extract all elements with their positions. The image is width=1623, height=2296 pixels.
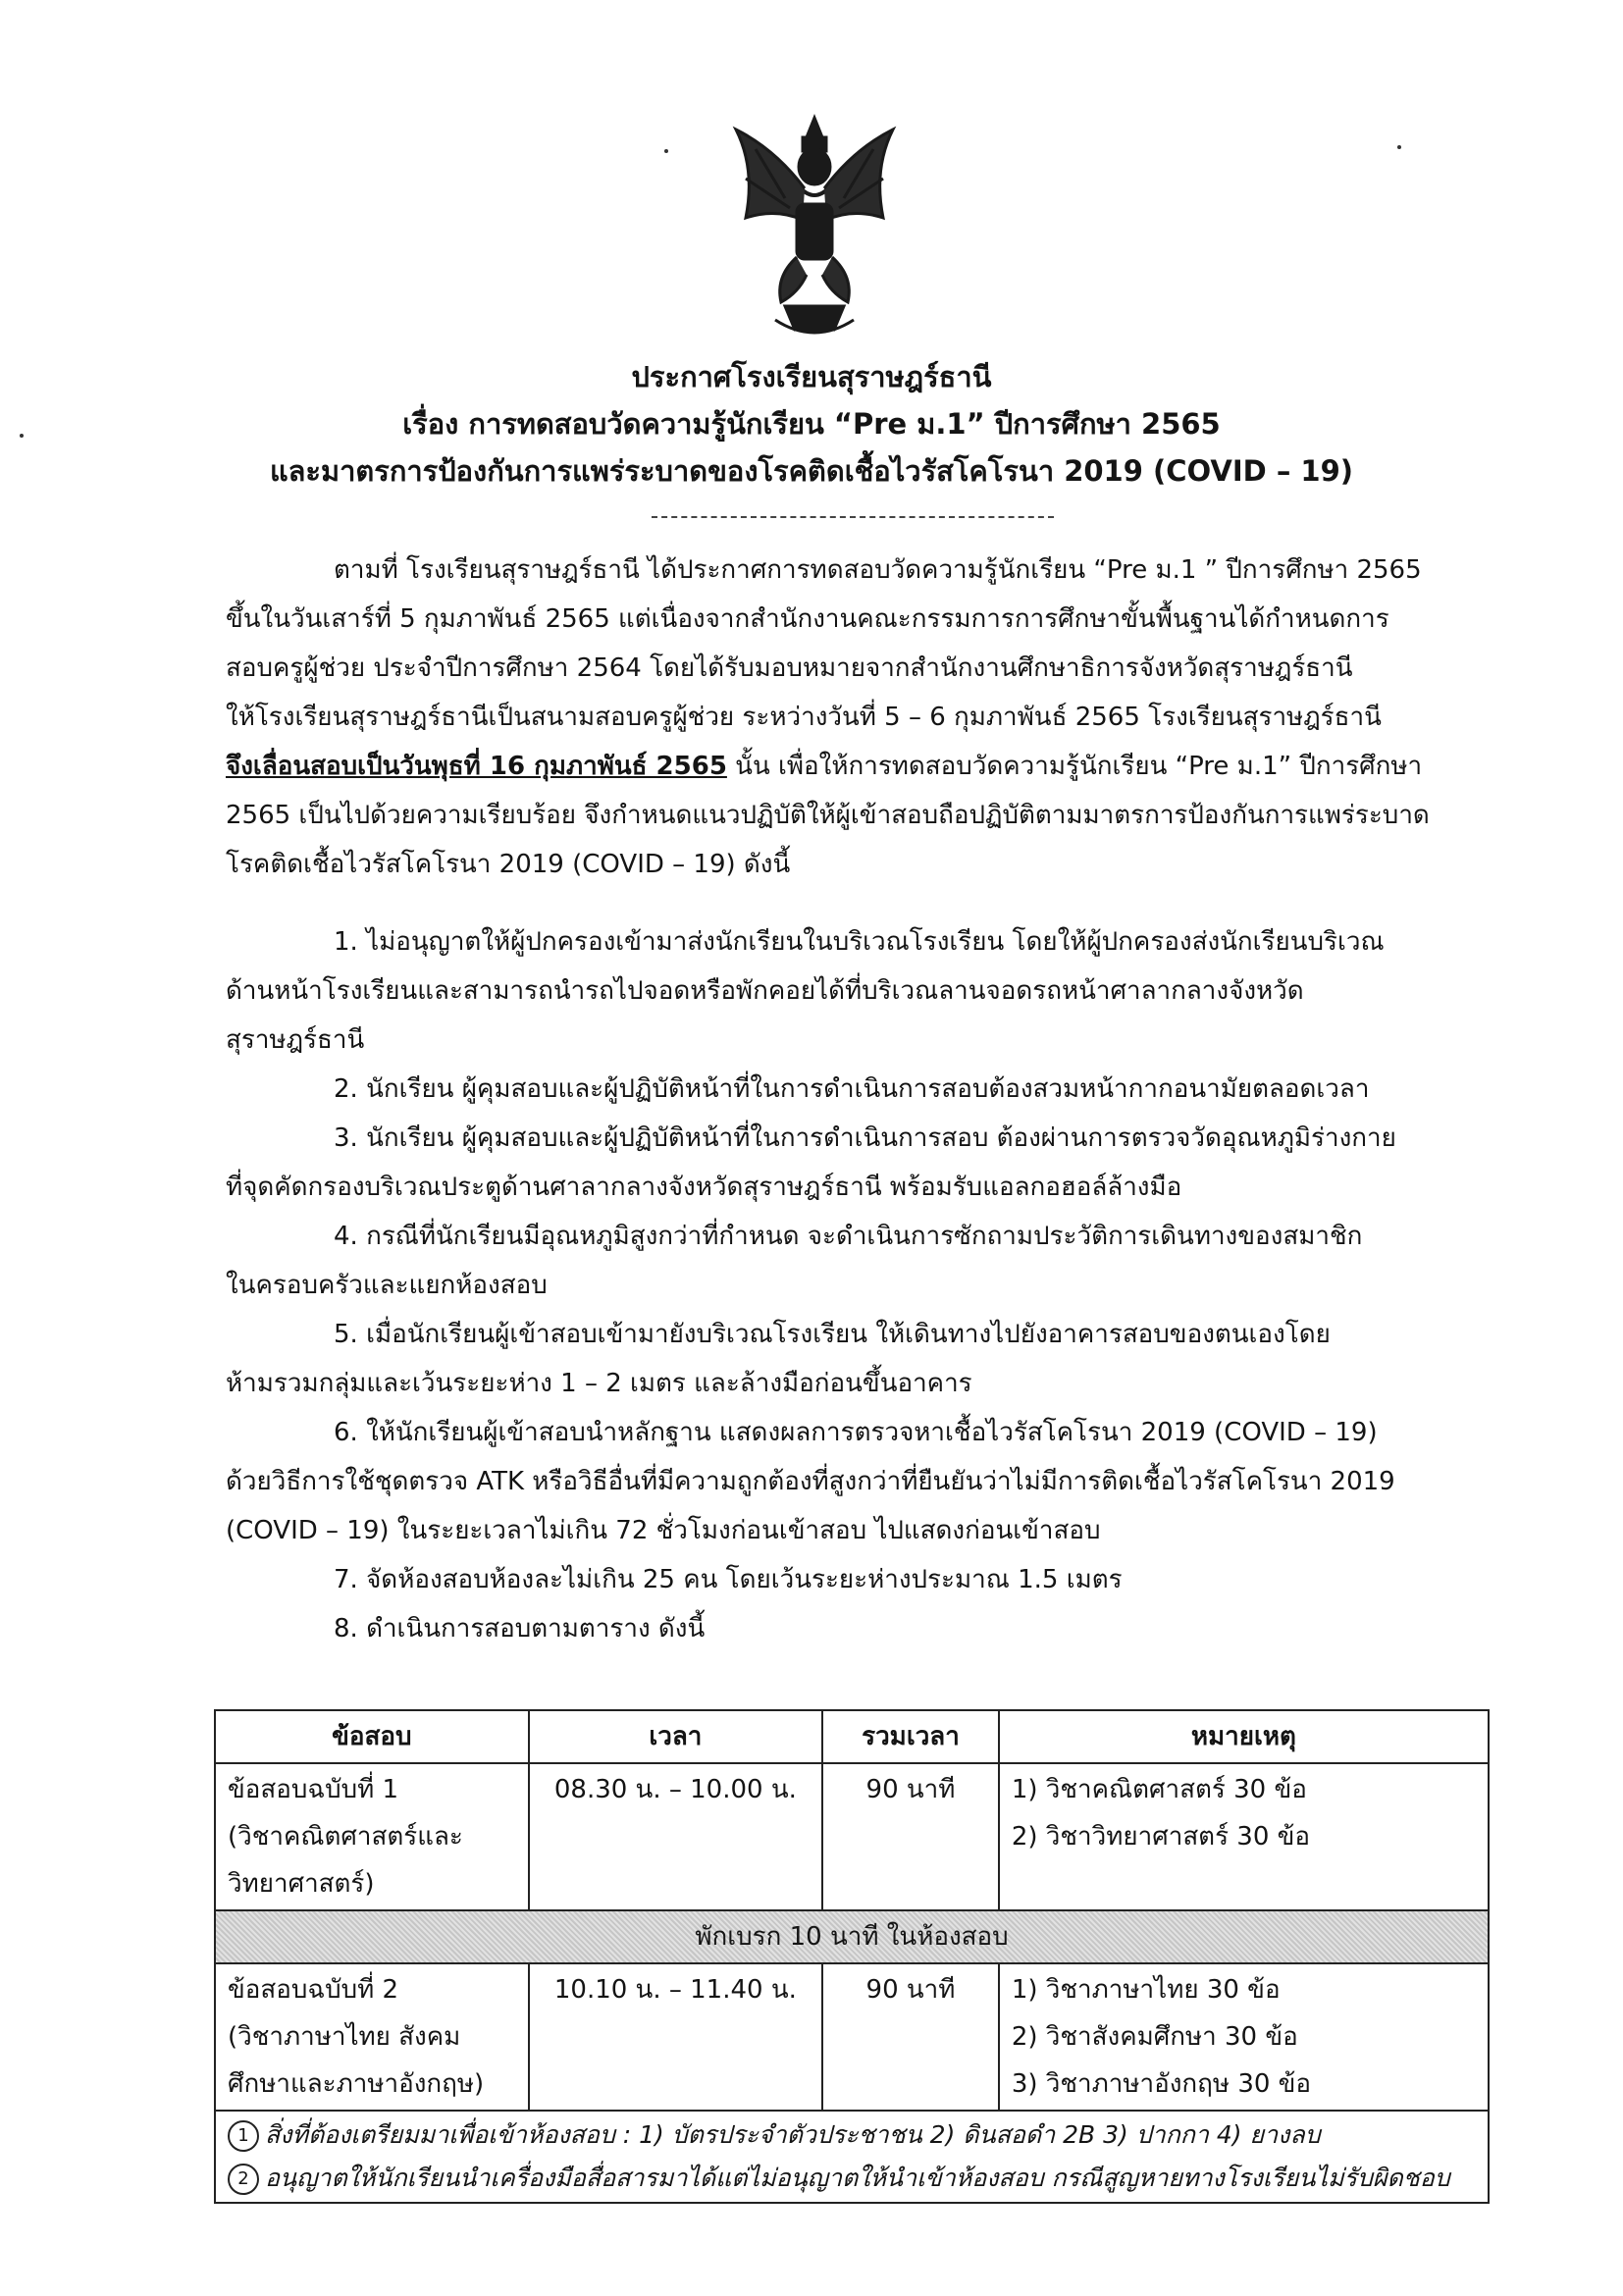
list-item: 1. ไม่อนุญาตให้ผู้ปกครองเข้ามาส่งนักเรียนในบริเวณโรงเรียน โดยให้ผู้ปกครองส่งนักเรียนบริเวณ <box>334 927 1385 957</box>
scan-speck <box>1397 145 1401 149</box>
exam-schedule-table <box>214 1709 1490 2204</box>
footnote-text: สิ่งที่ต้องเตรียมมาเพื่อเข้าห้องสอบ : 1) บัตรประจำตัวประชาชน 2) ดินสอดำ 2B 3) ปากกา 4) ยางลบ <box>265 2120 1321 2149</box>
exam-subjects: วิทยาศาสตร์) <box>228 1869 375 1899</box>
announcement-subject-cont: และมาตรการป้องกันการแพร่ระบาดของโรคติดเชื้อไวรัสโคโรนา 2019 (COVID – 19) <box>269 454 1354 488</box>
intro-line <box>226 742 1472 791</box>
exam-cell <box>215 1763 529 1910</box>
list-item-cont: ที่จุดคัดกรองบริเวณประตูด้านศาลากลางจังหวัดสุราษฎร์ธานี พร้อมรับแอลกอฮอล์ล้างมือ <box>226 1173 1182 1202</box>
exam-name: ข้อสอบฉบับที่ 2 <box>228 1975 399 2005</box>
column-header-exam: ข้อสอบ <box>215 1710 529 1763</box>
exam-subjects: (วิชาภาษาไทย สังคม <box>228 2022 461 2052</box>
notes-cell <box>999 1763 1489 1910</box>
list-item-cont: สุราษฎร์ธานี <box>226 1025 365 1055</box>
list-item-cont: ห้ามรวมกลุ่มและเว้นระยะห่าง 1 – 2 เมตร และล้างมือก่อนขึ้นอาคาร <box>226 1369 972 1398</box>
table-row <box>215 1963 1489 2111</box>
list-item: 2. นักเรียน ผู้คุมสอบและผู้ปฏิบัติหน้าที่ในการดำเนินการสอบต้องสวมหน้ากากอนามัยตลอดเวลา <box>334 1074 1370 1104</box>
announcement-heading <box>0 353 1623 495</box>
note-line: 2) วิชาวิทยาศาสตร์ 30 ข้อ <box>1011 1822 1311 1852</box>
time-cell: 08.30 น. – 10.00 น. <box>529 1763 822 1910</box>
column-header-time: เวลา <box>529 1710 822 1763</box>
time-cell: 10.10 น. – 11.40 น. <box>529 1963 822 2111</box>
intro-line: สอบครูผู้ช่วย ประจำปีการศึกษา 2564 โดยได้รับมอบหมายจากสำนักงานศึกษาธิการจังหวัดสุราษฎร์ธานี <box>226 653 1353 683</box>
break-row <box>215 1910 1489 1963</box>
list-item-cont: ในครอบครัวและแยกห้องสอบ <box>226 1271 548 1300</box>
intro-line: 2565 เป็นไปด้วยความเรียบร้อย จึงกำหนดแนวปฏิบัติให้ผู้เข้าสอบถือปฏิบัติตามมาตรการป้องกันการแพร่ระบาด <box>226 801 1430 830</box>
circled-number-icon: 1 <box>228 2120 259 2152</box>
exam-subjects: (วิชาคณิตศาสตร์และ <box>228 1822 463 1852</box>
break-cell: พักเบรก 10 นาที ในห้องสอบ <box>215 1910 1489 1963</box>
intro-paragraph <box>226 546 1472 889</box>
list-item: 7. จัดห้องสอบห้องละไม่เกิน 25 คน โดยเว้นระยะห่างประมาณ 1.5 เมตร <box>334 1565 1123 1594</box>
exam-subjects: ศึกษาและภาษาอังกฤษ) <box>228 2069 485 2099</box>
footnote-cell <box>215 2111 1489 2203</box>
scan-speck <box>664 149 668 153</box>
list-item: 3. นักเรียน ผู้คุมสอบและผู้ปฏิบัติหน้าที่ในการดำเนินการสอบ ต้องผ่านการตรวจวัดอุณหภูมิร่างกาย <box>334 1123 1396 1153</box>
note-line: 2) วิชาสังคมศึกษา 30 ข้อ <box>1011 2022 1298 2052</box>
heading-divider <box>652 516 1054 518</box>
exam-name: ข้อสอบฉบับที่ 1 <box>228 1775 399 1804</box>
announcement-subject: เรื่อง การทดสอบวัดความรู้นักเรียน “Pre ม.1” ปีการศึกษา 2565 <box>402 407 1221 441</box>
list-item: 5. เมื่อนักเรียนผู้เข้าสอบเข้ามายังบริเวณโรงเรียน ให้เดินทางไปยังอาคารสอบของตนเองโดย <box>334 1320 1331 1349</box>
circled-number-icon: 2 <box>228 2164 259 2195</box>
list-item-cont: (COVID – 19) ในระยะเวลาไม่เกิน 72 ชั่วโมงก่อนเข้าสอบ ไปแสดงก่อนเข้าสอบ <box>226 1516 1101 1545</box>
footnote-text: อนุญาตให้นักเรียนนำเครื่องมือสื่อสารมาได้แต่ไม่อนุญาตให้นำเข้าห้องสอบ กรณีสูญหายทางโรงเรียนไม่รับผิดชอบ <box>265 2164 1450 2192</box>
garuda-emblem-icon <box>716 110 913 345</box>
intro-line: ขึ้นในวันเสาร์ที่ 5 กุมภาพันธ์ 2565 แต่เนื่องจากสำนักงานคณะกรรมการการศึกษาขั้นพื้นฐานได้กำหนดการ <box>226 604 1389 634</box>
intro-line: ตามที่ โรงเรียนสุราษฎร์ธานี ได้ประกาศการทดสอบวัดความรู้นักเรียน “Pre ม.1 ” ปีการศึกษา 2565 <box>334 555 1422 585</box>
table-header-row <box>215 1710 1489 1763</box>
footnote-row <box>215 2111 1489 2203</box>
footnote-line <box>228 2157 1476 2200</box>
intro-line: ให้โรงเรียนสุราษฎร์ธานีเป็นสนามสอบครูผู้ช่วย ระหว่างวันที่ 5 – 6 กุมภาพันธ์ 2565 โรงเรียนสุราษฎร์ธานี <box>226 703 1382 732</box>
list-item: 8. ดำเนินการสอบตามตาราง ดังนี้ <box>334 1614 706 1644</box>
notes-cell <box>999 1963 1489 2111</box>
intro-line-rest: นั้น เพื่อให้การทดสอบวัดความรู้นักเรียน “Pre ม.1” ปีการศึกษา <box>726 752 1423 781</box>
intro-line: โรคติดเชื้อไวรัสโคโรนา 2019 (COVID – 19) ดังนี้ <box>226 850 791 879</box>
table-row <box>215 1763 1489 1910</box>
total-cell: 90 นาที <box>822 1763 999 1910</box>
exam-cell <box>215 1963 529 2111</box>
note-line: 1) วิชาคณิตศาสตร์ 30 ข้อ <box>1011 1775 1307 1804</box>
column-header-notes: หมายเหตุ <box>999 1710 1489 1763</box>
footnote-line <box>228 2113 1476 2157</box>
list-item: 6. ให้นักเรียนผู้เข้าสอบนำหลักฐาน แสดงผลการตรวจหาเชื้อไวรัสโคโรนา 2019 (COVID – 19) <box>334 1418 1378 1447</box>
list-item-cont: ด้านหน้าโรงเรียนและสามารถนำรถไปจอดหรือพักคอยได้ที่บริเวณลานจอดรถหน้าศาลากลางจังหวัด <box>226 976 1304 1006</box>
note-line: 3) วิชาภาษาอังกฤษ 30 ข้อ <box>1011 2069 1312 2099</box>
column-header-total: รวมเวลา <box>822 1710 999 1763</box>
postponed-date: จึงเลื่อนสอบเป็นวันพุธที่ 16 กุมภาพันธ์ 2565 <box>226 752 727 781</box>
list-item: 4. กรณีที่นักเรียนมีอุณหภูมิสูงกว่าที่กำหนด จะดำเนินการซักถามประวัติการเดินทางของสมาชิก <box>334 1222 1363 1251</box>
total-cell: 90 นาที <box>822 1963 999 2111</box>
announcement-title: ประกาศโรงเรียนสุราษฎร์ธานี <box>631 360 992 393</box>
list-item-cont: ด้วยวิธีการใช้ชุดตรวจ ATK หรือวิธีอื่นที่มีความถูกต้องที่สูงกว่าที่ยืนยันว่าไม่มีการติดเชื้อไวรัสโคโรนา 2019 <box>226 1467 1395 1496</box>
note-line: 1) วิชาภาษาไทย 30 ข้อ <box>1011 1975 1281 2005</box>
measures-list <box>226 917 1472 1653</box>
